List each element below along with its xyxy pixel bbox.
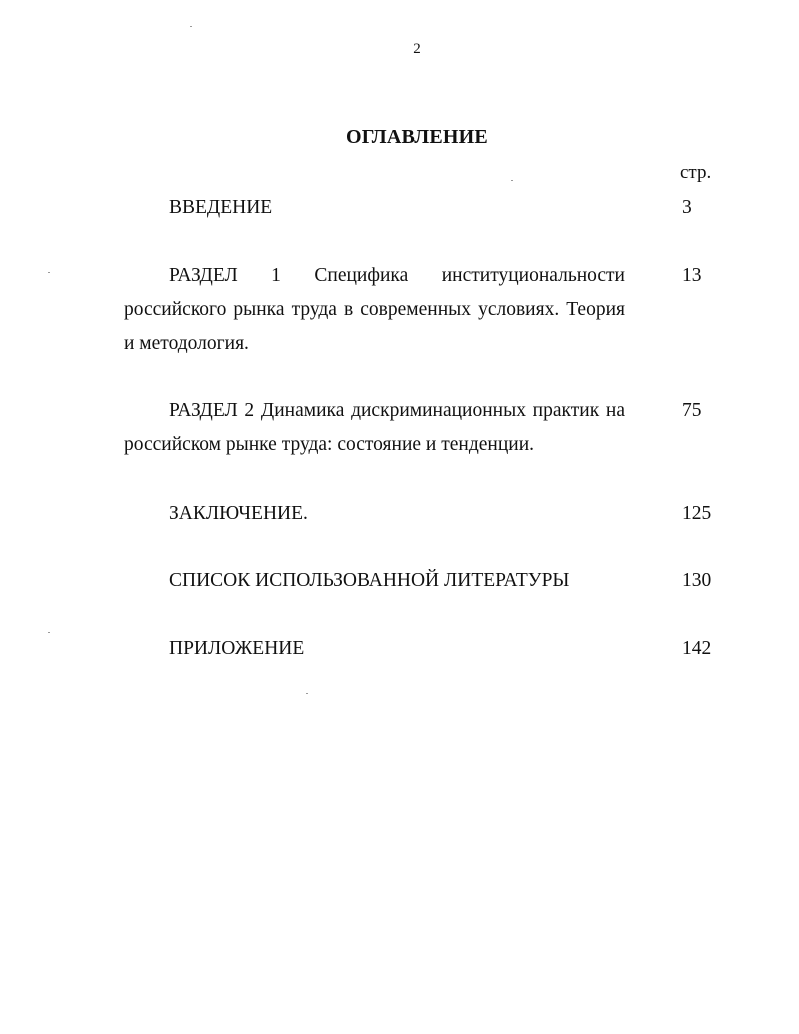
toc-entry-introduction (124, 191, 625, 225)
page-number: 2 (413, 41, 421, 57)
toc-entry-text: ЗАКЛЮЧЕНИЕ. (169, 503, 308, 524)
toc-entry-text: СПИСОК ИСПОЛЬЗОВАННОЙ ЛИТЕРАТУРЫ (169, 570, 570, 591)
toc-entry-section-1 (124, 259, 625, 361)
toc-entry-page: 142 (682, 638, 712, 659)
toc-entry-text: ПРИЛОЖЕНИЕ (169, 638, 305, 659)
toc-entry-page: 13 (682, 265, 702, 286)
toc-entry-page: 3 (682, 197, 692, 218)
toc-entry-text: РАЗДЕЛ 1 Специфика институциональности российского рынка труда в современных условиях. Теория и методология. (124, 265, 625, 354)
scan-speck (48, 632, 50, 633)
toc-entry-bibliography (124, 564, 625, 598)
toc-entry-text: РАЗДЕЛ 2 Динамика дискриминационных практик на российском рынке труда: состояние и тенденции. (124, 400, 625, 455)
toc-entry-page: 75 (682, 400, 702, 421)
scan-speck (190, 26, 192, 27)
toc-entry-appendix (124, 632, 625, 666)
toc-entry-page: 125 (682, 503, 712, 524)
scan-speck (48, 272, 50, 273)
scan-speck (306, 693, 308, 694)
toc-entry-section-2 (124, 394, 625, 462)
toc-entry-page: 130 (682, 570, 712, 591)
page-column-label: стр. (680, 162, 712, 183)
scan-speck (511, 180, 513, 181)
toc-title: ОГЛАВЛЕНИЕ (346, 126, 488, 148)
toc-entry-text: ВВЕДЕНИЕ (169, 197, 273, 218)
toc-entry-conclusion (124, 497, 625, 531)
